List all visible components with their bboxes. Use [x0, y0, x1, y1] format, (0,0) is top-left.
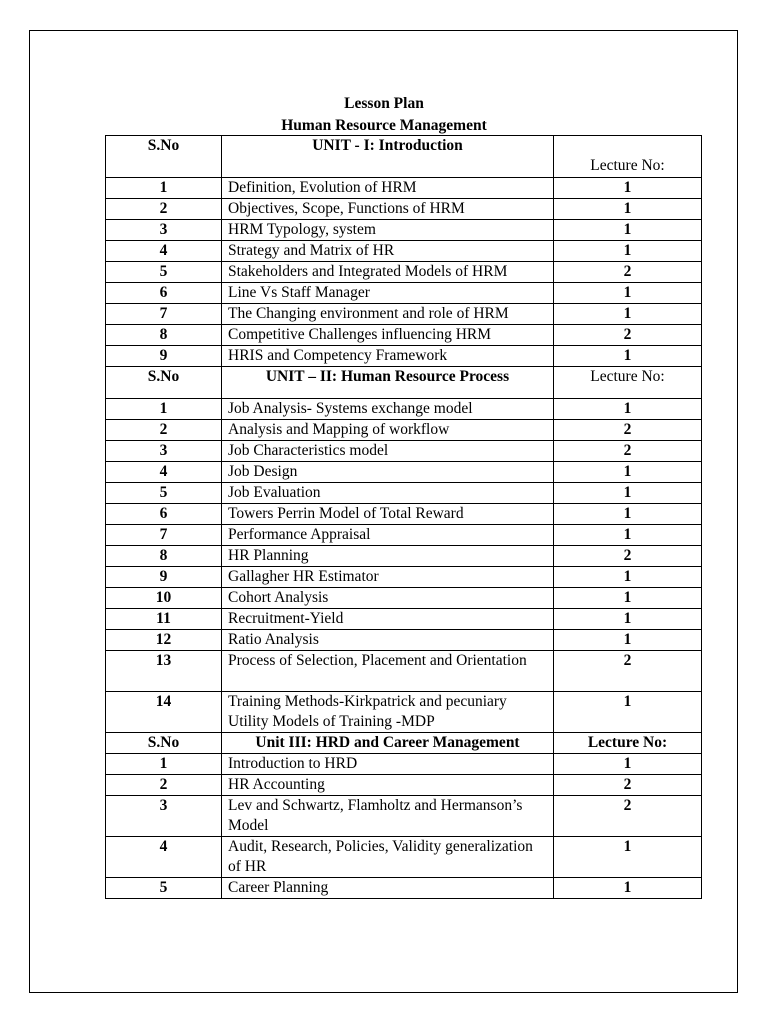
table-row	[106, 588, 702, 609]
table-row	[106, 567, 702, 588]
sno-header: S.No	[106, 733, 222, 754]
row-topic: Career Planning	[222, 878, 554, 899]
row-lecture-count: 1	[554, 692, 702, 733]
row-topic: Lev and Schwartz, Flamholtz and Hermanson’s Model	[222, 796, 554, 837]
table-row	[106, 304, 702, 325]
table-row	[106, 399, 702, 420]
table-row	[106, 462, 702, 483]
row-sno: 8	[106, 325, 222, 346]
row-lecture-count: 1	[554, 588, 702, 609]
row-topic: HRM Typology, system	[222, 220, 554, 241]
row-topic: Job Analysis- Systems exchange model	[222, 399, 554, 420]
row-sno: 5	[106, 483, 222, 504]
row-lecture-count: 1	[554, 609, 702, 630]
document-subtitle: Human Resource Management	[281, 117, 487, 134]
row-lecture-count: 2	[554, 325, 702, 346]
row-topic: Recruitment-Yield	[222, 609, 554, 630]
row-sno: 7	[106, 304, 222, 325]
row-lecture-count: 1	[554, 483, 702, 504]
row-sno: 1	[106, 399, 222, 420]
row-lecture-count: 1	[554, 199, 702, 220]
unit-title: UNIT – II: Human Resource Process	[222, 367, 554, 399]
row-sno: 13	[106, 651, 222, 692]
row-lecture-count: 2	[554, 262, 702, 283]
row-sno: 6	[106, 283, 222, 304]
row-sno: 3	[106, 441, 222, 462]
sno-header: S.No	[106, 367, 222, 399]
table-row	[106, 504, 702, 525]
table-row	[106, 796, 702, 837]
row-topic: Ratio Analysis	[222, 630, 554, 651]
row-topic: Competitive Challenges influencing HRM	[222, 325, 554, 346]
row-topic: HRIS and Competency Framework	[222, 346, 554, 367]
unit-header-row	[106, 136, 702, 178]
row-lecture-count: 1	[554, 462, 702, 483]
row-topic: Job Evaluation	[222, 483, 554, 504]
row-lecture-count: 2	[554, 420, 702, 441]
row-lecture-count: 1	[554, 837, 702, 878]
unit-header-row	[106, 367, 702, 399]
table-row	[106, 420, 702, 441]
row-sno: 6	[106, 504, 222, 525]
row-topic: Cohort Analysis	[222, 588, 554, 609]
row-topic: Job Design	[222, 462, 554, 483]
unit-header-row	[106, 733, 702, 754]
row-topic: Definition, Evolution of HRM	[222, 178, 554, 199]
row-topic: Objectives, Scope, Functions of HRM	[222, 199, 554, 220]
row-lecture-count: 2	[554, 441, 702, 462]
table-row	[106, 630, 702, 651]
lecture-no-header: Lecture No:	[554, 367, 702, 399]
table-row	[106, 241, 702, 262]
row-topic: Audit, Research, Policies, Validity generalization of HR	[222, 837, 554, 878]
row-topic: The Changing environment and role of HRM	[222, 304, 554, 325]
row-lecture-count: 1	[554, 241, 702, 262]
row-sno: 7	[106, 525, 222, 546]
row-sno: 12	[106, 630, 222, 651]
row-lecture-count: 1	[554, 525, 702, 546]
table-row	[106, 525, 702, 546]
row-sno: 2	[106, 420, 222, 441]
row-sno: 5	[106, 878, 222, 899]
row-lecture-count: 1	[554, 504, 702, 525]
row-sno: 3	[106, 796, 222, 837]
lecture-no-header: Lecture No:	[554, 733, 702, 754]
table-row	[106, 546, 702, 567]
row-topic: Analysis and Mapping of workflow	[222, 420, 554, 441]
table-row	[106, 199, 702, 220]
row-topic: Gallagher HR Estimator	[222, 567, 554, 588]
row-topic: Process of Selection, Placement and Orientation	[222, 651, 554, 692]
row-topic: Introduction to HRD	[222, 754, 554, 775]
row-lecture-count: 1	[554, 567, 702, 588]
row-lecture-count: 1	[554, 178, 702, 199]
row-lecture-count: 1	[554, 878, 702, 899]
row-sno: 2	[106, 199, 222, 220]
row-topic: HR Accounting	[222, 775, 554, 796]
table-row	[106, 609, 702, 630]
row-sno: 2	[106, 775, 222, 796]
table-row	[106, 262, 702, 283]
table-row	[106, 220, 702, 241]
row-lecture-count: 1	[554, 399, 702, 420]
row-topic: Line Vs Staff Manager	[222, 283, 554, 304]
row-topic: Stakeholders and Integrated Models of HRM	[222, 262, 554, 283]
row-sno: 9	[106, 567, 222, 588]
table-row	[106, 878, 702, 899]
row-lecture-count: 2	[554, 796, 702, 837]
row-sno: 14	[106, 692, 222, 733]
row-lecture-count: 1	[554, 346, 702, 367]
table-row	[106, 692, 702, 733]
table-row	[106, 178, 702, 199]
row-lecture-count: 2	[554, 775, 702, 796]
document-title: Lesson Plan	[344, 95, 424, 112]
row-topic: Performance Appraisal	[222, 525, 554, 546]
row-lecture-count: 1	[554, 754, 702, 775]
row-sno: 4	[106, 837, 222, 878]
table-row	[106, 651, 702, 692]
row-sno: 1	[106, 754, 222, 775]
table-row	[106, 754, 702, 775]
row-topic: Towers Perrin Model of Total Reward	[222, 504, 554, 525]
table-row	[106, 837, 702, 878]
row-lecture-count: 1	[554, 304, 702, 325]
row-sno: 9	[106, 346, 222, 367]
table-row	[106, 325, 702, 346]
row-sno: 4	[106, 462, 222, 483]
row-sno: 8	[106, 546, 222, 567]
table-row	[106, 483, 702, 504]
row-lecture-count: 2	[554, 546, 702, 567]
row-sno: 5	[106, 262, 222, 283]
row-sno: 11	[106, 609, 222, 630]
row-sno: 4	[106, 241, 222, 262]
table-row	[106, 775, 702, 796]
row-lecture-count: 1	[554, 630, 702, 651]
row-lecture-count: 1	[554, 283, 702, 304]
row-topic: Training Methods-Kirkpatrick and pecuniary Utility Models of Training -MDP	[222, 692, 554, 733]
row-topic: Strategy and Matrix of HR	[222, 241, 554, 262]
lesson-plan-table	[105, 135, 702, 899]
unit-title: Unit III: HRD and Career Management	[222, 733, 554, 754]
unit-title: UNIT - I: Introduction	[222, 136, 554, 178]
row-sno: 3	[106, 220, 222, 241]
row-sno: 10	[106, 588, 222, 609]
row-topic: HR Planning	[222, 546, 554, 567]
table-row	[106, 441, 702, 462]
row-topic: Job Characteristics model	[222, 441, 554, 462]
lecture-no-header: Lecture No:	[554, 136, 702, 178]
sno-header: S.No	[106, 136, 222, 178]
row-lecture-count: 1	[554, 220, 702, 241]
table-row	[106, 283, 702, 304]
row-sno: 1	[106, 178, 222, 199]
row-lecture-count: 2	[554, 651, 702, 692]
table-row	[106, 346, 702, 367]
